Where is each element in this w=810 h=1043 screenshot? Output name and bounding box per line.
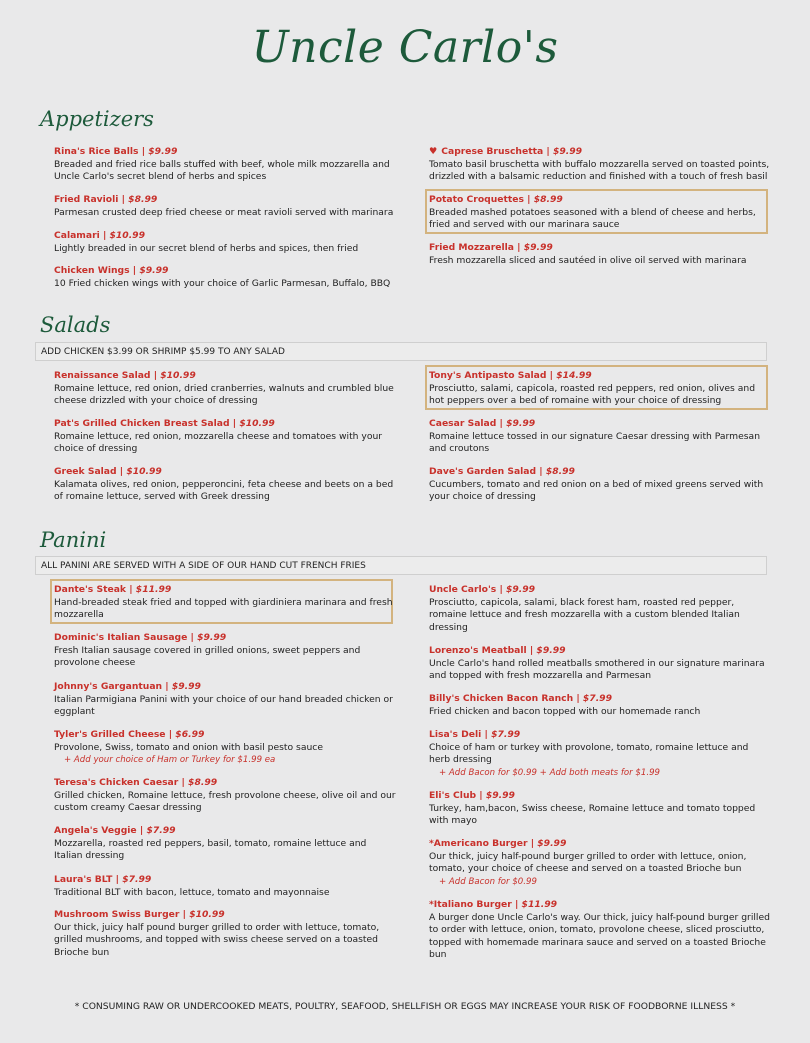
item-description: Uncle Carlo's secret blend of herbs and spices xyxy=(54,171,267,182)
item-description: Romaine lettuce, red onion, mozzarella cheese and tomatoes with your xyxy=(54,430,383,442)
item-price: $11.99 xyxy=(135,584,172,595)
menu-item: Eli's Club | $9.99 Turkey, ham,bacon, Swiss cheese, Romaine lettuce and tomato topped with mayo xyxy=(429,790,756,826)
menu-item: Dante's Steak | $11.99 Hand-breaded steak fried and topped with giardiniera marinara and fresh mozzarella xyxy=(54,584,393,620)
item-description: fried and served with our marinara sauce xyxy=(429,219,620,230)
item-price: $7.99 xyxy=(582,693,612,704)
item-name: Johnny's Gargantuan xyxy=(54,681,163,692)
item-description: Italian Parmigiana Panini with your choice of our hand breaded chicken or xyxy=(54,693,393,705)
item-price: $10.99 xyxy=(126,466,162,477)
item-price: $9.99 xyxy=(506,584,536,595)
item-description: Romaine lettuce tossed in our signature Caesar dressing with Parmesan xyxy=(429,430,761,442)
item-description: grilled mushrooms, and topped with swiss cheese served on a toasted xyxy=(54,934,378,945)
item-description: 10 Fried chicken wings with your choice of Garlic Parmesan, Buffalo, BBQ xyxy=(54,277,391,289)
item-name: Pat's Grilled Chicken Breast Salad xyxy=(54,418,230,429)
menu-item: Tony's Antipasto Salad | $14.99 Prosciutto, salami, capicola, roasted red peppers, red onion, olives and hot peppers over a bed of romaine with your choice of dressing xyxy=(429,370,756,406)
item-price: $9.99 xyxy=(506,418,536,429)
item-price: $8.99 xyxy=(128,194,158,205)
item-description: Turkey, ham,bacon, Swiss cheese, Romaine lettuce and tomato topped xyxy=(429,802,756,814)
item-price: $7.99 xyxy=(491,729,521,740)
item-description: eggplant xyxy=(54,706,95,717)
item-name: Fried Mozzarella xyxy=(429,242,514,253)
item-name: Chicken Wings xyxy=(54,265,130,276)
item-name: Potato Croquettes xyxy=(429,194,524,205)
item-price: $10.99 xyxy=(239,418,275,429)
item-price: $9.99 xyxy=(552,146,583,157)
item-price: $8.99 xyxy=(545,466,575,477)
item-name: *Italiano Burger xyxy=(429,899,512,910)
item-description: choice of dressing xyxy=(54,443,138,454)
item-description: Uncle Carlo's hand rolled meatballs smothered in our signature marinara xyxy=(429,657,765,669)
menu-item: Rina's Rice Balls | $9.99 Breaded and fried rice balls stuffed with beef, whole milk mozzarella and Uncle Carlo's secret blend of herbs and spices xyxy=(54,146,390,182)
item-description: Tomato basil bruschetta with buffalo mozzarella served on toasted points, xyxy=(429,158,770,170)
menu-item: Lorenzo's Meatball | $9.99 Uncle Carlo's hand rolled meatballs smothered in our signature marinara and topped with fresh mozzarella and Parmesan xyxy=(429,645,765,681)
menu-item: Renaissance Salad | $10.99 Romaine lettuce, red onion, dried cranberries, walnuts and crumbled blue cheese drizzled with your choice of dressing xyxy=(54,370,394,406)
item-price: $10.99 xyxy=(109,230,145,241)
item-description: with mayo xyxy=(429,815,478,826)
menu-item: Tyler's Grilled Cheese | $6.99 Provolone, Swiss, tomato and onion with basil pesto sauce + Add your choice of Ham or Turkey for $1.99 ea xyxy=(54,729,323,765)
item-description: Traditional BLT with bacon, lettuce, tomato and mayonnaise xyxy=(54,886,330,898)
item-description: Provolone, Swiss, tomato and onion with basil pesto sauce xyxy=(54,741,323,753)
item-description: Breaded mashed potatoes seasoned with a blend of cheese and herbs, xyxy=(429,206,756,218)
item-price: $7.99 xyxy=(122,874,152,885)
item-description: tomato, your choice of cheese and served on a toasted Brioche bun xyxy=(429,863,742,874)
item-description: dressing xyxy=(429,621,468,633)
item-name: Renaissance Salad xyxy=(54,370,151,381)
item-name: Caprese Bruschetta xyxy=(441,146,544,157)
item-name: Eli's Club xyxy=(429,790,477,801)
item-name: Lisa's Deli xyxy=(429,729,482,740)
item-description: topped with homemade marinara sauce and served on a toasted Brioche xyxy=(429,936,766,948)
item-name: Tyler's Grilled Cheese xyxy=(54,729,166,740)
item-name: Laura's BLT xyxy=(54,874,113,885)
panini-note: ALL PANINI ARE SERVED WITH A SIDE OF OUR HAND CUT FRENCH FRIES xyxy=(35,556,767,575)
item-price: $14.99 xyxy=(556,370,592,381)
menu-item: Caesar Salad | $9.99 Romaine lettuce tossed in our signature Caesar dressing with Parmesan and croutons xyxy=(429,418,761,454)
item-name: Angela's Veggie xyxy=(54,825,137,836)
menu-item: ♥ Caprese Bruschetta | $9.99 Tomato basil bruschetta with buffalo mozzarella served on toasted points, drizzled with a balsamic reduction and finished with a touch of fresh basil xyxy=(429,146,770,182)
item-description: Breaded and fried rice balls stuffed with beef, whole milk mozzarella and xyxy=(54,158,390,170)
menu-item: Chicken Wings | $9.99 10 Fried chicken wings with your choice of Garlic Parmesan, Buffalo, BBQ xyxy=(54,265,391,289)
item-price: $9.99 xyxy=(485,790,515,801)
item-description: custom creamy Caesar dressing xyxy=(54,802,202,813)
menu-item: *Americano Burger | $9.99 Our thick, juicy half-pound burger grilled to order with lettuce, onion, tomato, your choice of cheese and served on a toasted Brioche bun + Add Bacon for $0.99 xyxy=(429,838,747,887)
item-name: Dave's Garden Salad xyxy=(429,466,537,477)
menu-item: Potato Croquettes | $8.99 Breaded mashed potatoes seasoned with a blend of cheese and herbs, fried and served with our marinara sauce xyxy=(429,194,756,230)
item-price: $9.99 xyxy=(197,632,227,643)
item-name: Caesar Salad xyxy=(429,418,497,429)
item-description: Parmesan crusted deep fried cheese or meat ravioli served with marinara xyxy=(54,206,394,218)
item-price: $9.99 xyxy=(139,265,169,276)
item-description: Mozzarella, roasted red peppers, basil, tomato, romaine lettuce and xyxy=(54,837,367,849)
item-description: A burger done Uncle Carlo's way. Our thick, juicy half-pound burger grilled xyxy=(429,911,770,923)
section-heading-appetizers: Appetizers xyxy=(40,107,154,131)
item-name: Greek Salad xyxy=(54,466,117,477)
menu-item: Greek Salad | $10.99 Kalamata olives, red onion, pepperoncini, feta cheese and beets on a bed of romaine lettuce, served with Greek dressing xyxy=(54,466,394,502)
item-price: $8.99 xyxy=(188,777,218,788)
menu-item: Lisa's Deli | $7.99 Choice of ham or turkey with provolone, tomato, romaine lettuce and herb dressing + Add Bacon for $0.99 + Add both meats for $1.99 xyxy=(429,729,749,778)
item-description: provolone cheese xyxy=(54,657,136,668)
item-price: $9.99 xyxy=(536,645,566,656)
item-description: bun xyxy=(429,949,447,960)
item-description: Brioche bun xyxy=(54,946,110,958)
item-addon: + Add Bacon for $0.99 + Add both meats for $1.99 xyxy=(439,767,661,778)
heart-icon: ♥ xyxy=(429,146,438,157)
item-price: $9.99 xyxy=(523,242,553,253)
item-name: Uncle Carlo's xyxy=(429,584,497,595)
item-description: Prosciutto, salami, capicola, roasted red peppers, red onion, olives and xyxy=(429,382,756,394)
menu-item: Dave's Garden Salad | $8.99 Cucumbers, tomato and red onion on a bed of mixed greens served with your choice of dressing xyxy=(429,466,764,502)
menu-item: Dominic's Italian Sausage | $9.99 Fresh Italian sausage covered in grilled onions, sweet peppers and provolone cheese xyxy=(54,632,361,668)
item-name: Teresa's Chicken Caesar xyxy=(54,777,179,788)
item-description: Our thick, juicy half pound burger grilled to order with lettuce, tomato, xyxy=(54,921,380,933)
item-description: Kalamata olives, red onion, pepperoncini, feta cheese and beets on a bed xyxy=(54,478,394,490)
item-description: to order with lettuce, onion, tomato, provolone cheese, sliced prosciutto, xyxy=(429,924,765,935)
item-name: Billy's Chicken Bacon Ranch xyxy=(429,693,574,704)
item-description: Fresh mozzarella sliced and sautéed in olive oil served with marinara xyxy=(429,254,747,266)
menu-item: Mushroom Swiss Burger | $10.99 Our thick, juicy half pound burger grilled to order with lettuce, tomato, grilled mushrooms, and topped with swiss cheese served on a toasted Brioche bun xyxy=(54,909,380,958)
item-name: Lorenzo's Meatball xyxy=(429,645,527,656)
item-description: Romaine lettuce, red onion, dried cranberries, walnuts and crumbled blue xyxy=(54,382,394,394)
item-description: mozzarella xyxy=(54,609,104,620)
item-description: Fried chicken and bacon topped with our homemade ranch xyxy=(429,705,701,717)
item-description: hot peppers over a bed of romaine with your choice of dressing xyxy=(429,395,722,406)
item-description: and topped with fresh mozzarella and Parmesan xyxy=(429,670,652,681)
item-name: Calamari xyxy=(54,230,100,241)
item-name: Fried Ravioli xyxy=(54,194,119,205)
menu-item: Billy's Chicken Bacon Ranch | $7.99 Fried chicken and bacon topped with our homemade ranch xyxy=(429,693,701,717)
menu-item: Fried Ravioli | $8.99 Parmesan crusted deep fried cheese or meat ravioli served with marinara xyxy=(54,194,394,218)
item-name: Rina's Rice Balls xyxy=(54,146,139,157)
item-price: $9.99 xyxy=(537,838,567,849)
menu-item: Fried Mozzarella | $9.99 Fresh mozzarella sliced and sautéed in olive oil served with marinara xyxy=(429,242,747,266)
menu-item: Laura's BLT | $7.99 Traditional BLT with bacon, lettuce, tomato and mayonnaise xyxy=(54,874,330,898)
item-description: Our thick, juicy half-pound burger grilled to order with lettuce, onion, xyxy=(429,850,747,862)
section-heading-panini: Panini xyxy=(40,528,107,552)
item-name: Tony's Antipasto Salad xyxy=(429,370,547,381)
item-price: $6.99 xyxy=(175,729,205,740)
item-description: Choice of ham or turkey with provolone, tomato, romaine lettuce and xyxy=(429,741,749,753)
item-description: Lightly breaded in our secret blend of herbs and spices, then fried xyxy=(54,242,359,254)
item-addon: + Add your choice of Ham or Turkey for $1.99 ea xyxy=(64,755,276,765)
item-price: $8.99 xyxy=(533,194,563,205)
item-price: $10.99 xyxy=(189,909,225,920)
item-description: your choice of dressing xyxy=(429,491,536,502)
item-price: $11.99 xyxy=(521,899,558,910)
menu-item: Johnny's Gargantuan | $9.99 Italian Parmigiana Panini with your choice of our hand breaded chicken or eggplant xyxy=(54,681,393,717)
item-description: of romaine lettuce, served with Greek dressing xyxy=(54,491,270,502)
item-name: *Americano Burger xyxy=(429,838,528,849)
item-description: Hand-breaded steak fried and topped with giardiniera marinara and fresh xyxy=(54,596,393,608)
item-description: and croutons xyxy=(429,443,490,454)
item-description: cheese drizzled with your choice of dressing xyxy=(54,395,258,406)
item-name: Dominic's Italian Sausage xyxy=(54,632,188,643)
item-price: $9.99 xyxy=(171,681,201,692)
restaurant-title: Uncle Carlo's xyxy=(251,22,559,73)
item-price: $9.99 xyxy=(148,146,178,157)
item-description: Prosciutto, capicola, salami, black forest ham, roasted red pepper, xyxy=(429,596,735,608)
menu-item: *Italiano Burger | $11.99 A burger done Uncle Carlo's way. Our thick, juicy half-pound burger grilled to order with lettuce, onion, tomato, provolone cheese, sliced prosciutto, topped with homemade marinara sauce and served on a toasted Brioche bun xyxy=(429,899,770,960)
menu-item: Pat's Grilled Chicken Breast Salad | $10.99 Romaine lettuce, red onion, mozzarella cheese and tomatoes with your choice of dressing xyxy=(54,418,383,454)
menu-item: Angela's Veggie | $7.99 Mozzarella, roasted red peppers, basil, tomato, romaine lettuce and Italian dressing xyxy=(54,825,367,861)
menu-item: Uncle Carlo's | $9.99 Prosciutto, capicola, salami, black forest ham, roasted red pepper, romaine lettuce and fresh mozzarella with a custom blended Italian dressing xyxy=(429,584,740,633)
item-description: Cucumbers, tomato and red onion on a bed of mixed greens served with xyxy=(429,478,764,490)
menu-item: Teresa's Chicken Caesar | $8.99 Grilled chicken, Romaine lettuce, fresh provolone cheese, olive oil and our custom creamy Caesar dressing xyxy=(54,777,396,813)
item-description: drizzled with a balsamic reduction and finished with a touch of fresh basil xyxy=(429,171,768,182)
item-description: romaine lettuce and fresh mozzarella with a custom blended Italian xyxy=(429,609,740,620)
item-price: $7.99 xyxy=(146,825,176,836)
salads-note: ADD CHICKEN $3.99 OR SHRIMP $5.99 TO ANY SALAD xyxy=(35,342,767,361)
item-name: Dante's Steak xyxy=(54,584,127,595)
section-heading-salads: Salads xyxy=(40,313,111,337)
item-name: Mushroom Swiss Burger xyxy=(54,909,180,920)
item-description: Fresh Italian sausage covered in grilled onions, sweet peppers and xyxy=(54,644,361,656)
item-description: Grilled chicken, Romaine lettuce, fresh provolone cheese, olive oil and our xyxy=(54,789,396,801)
item-description: Italian dressing xyxy=(54,850,125,861)
item-description: herb dressing xyxy=(429,754,492,765)
foodborne-illness-disclaimer: * CONSUMING RAW OR UNDERCOOKED MEATS, POULTRY, SEAFOOD, SHELLFISH OR EGGS MAY INCREASE YOUR RISK OF FOODBORNE ILLNESS * xyxy=(74,1001,736,1012)
item-price: $10.99 xyxy=(160,370,196,381)
menu-item: Calamari | $10.99 Lightly breaded in our secret blend of herbs and spices, then fried xyxy=(54,230,359,254)
item-addon: + Add Bacon for $0.99 xyxy=(439,876,537,887)
